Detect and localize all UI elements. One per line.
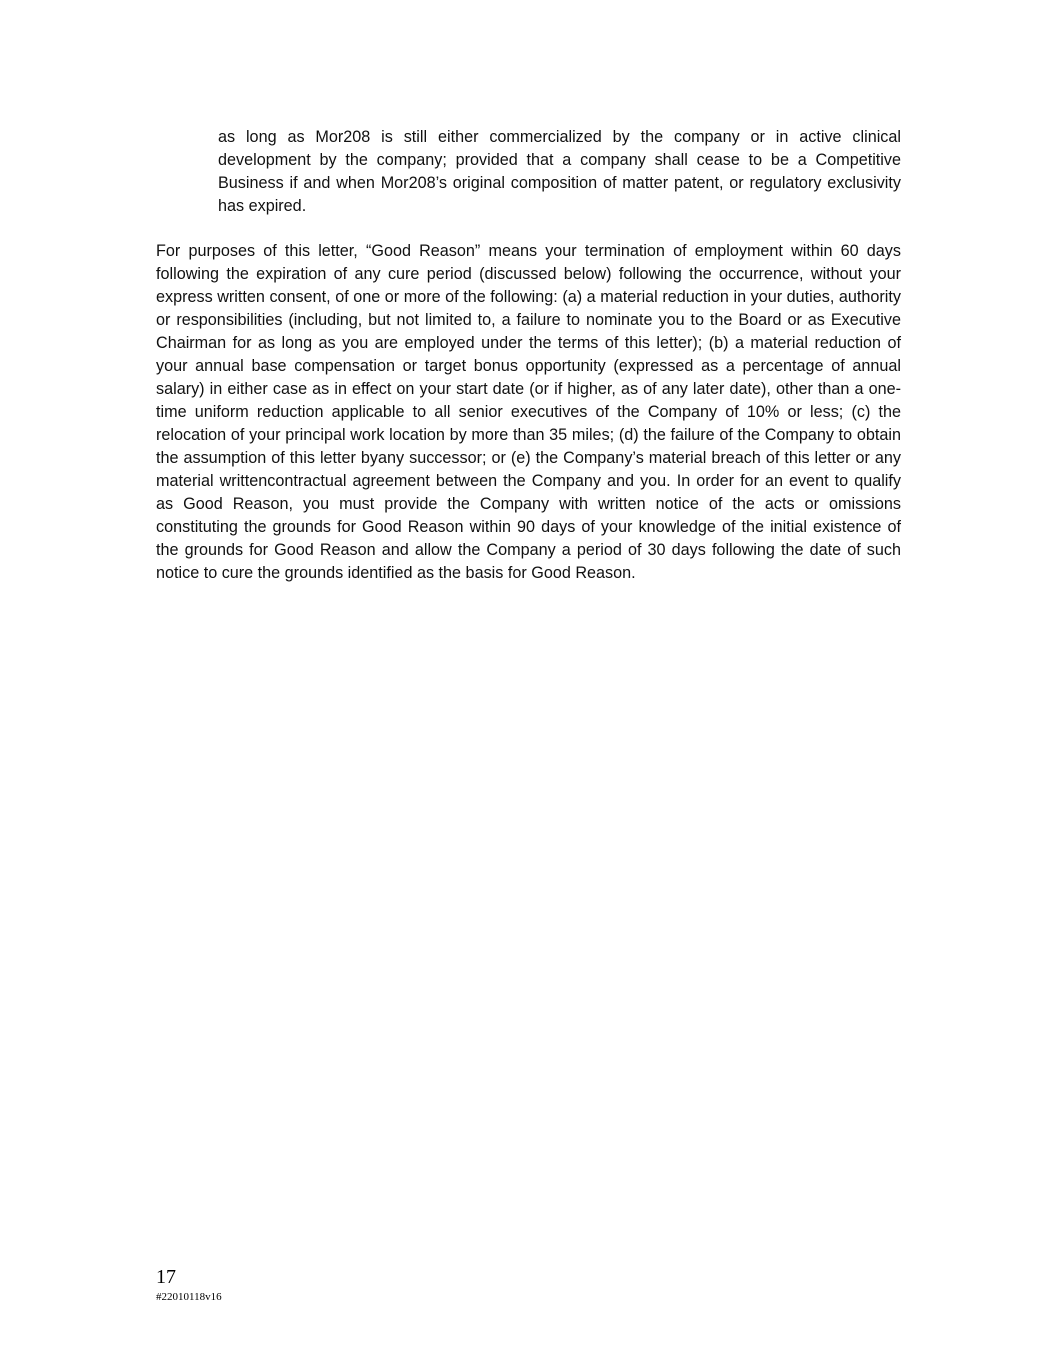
good-reason-paragraph: For purposes of this letter, “Good Reason” means your termination of employment within 60 days following the expiration of any cure period (discussed below) following the occurrence, without your express written consent, of one or more of the following: (a) a material reduction in your duties, authority or responsibilities (including, but not limited to, a failure to nominate you to the Board or as Executive Chairman for as long as you are employed under the terms of this letter); (b) a material reduction of your annual base compensation or target bonus opportunity (expressed as a percentage of annual salary) in either case as in effect on your start date (or if higher, as of any later date), other than a one-time uniform reduction applicable to all senior executives of the Company of 10% or less; (c) the relocation of your principal work location by more than 35 miles; (d) the failure of the Company to obtain the assumption of this letter byany successor; or (e) the Company’s material breach of this letter or any material writtencontractual agreement between the Company and you. In order for an event to qualify as Good Reason, you must provide the Company with written notice of the acts or omissions constituting the grounds for Good Reason within 90 days of your knowledge of the initial existence of the grounds for Good Reason and allow the Company a period of 30 days following the date of such notice to cure the grounds identified as the basis for Good Reason. xyxy=(156,242,901,582)
page-number: 17 xyxy=(156,1266,176,1288)
continuation-paragraph: as long as Mor208 is still either commercialized by the company or in active clinical development by the company; provided that a company shall cease to be a Competitive Business if and when Mor208’s original composition of matter patent, or regulatory exclusivity has expired. xyxy=(218,128,901,215)
document-id: #22010118v16 xyxy=(156,1291,222,1303)
